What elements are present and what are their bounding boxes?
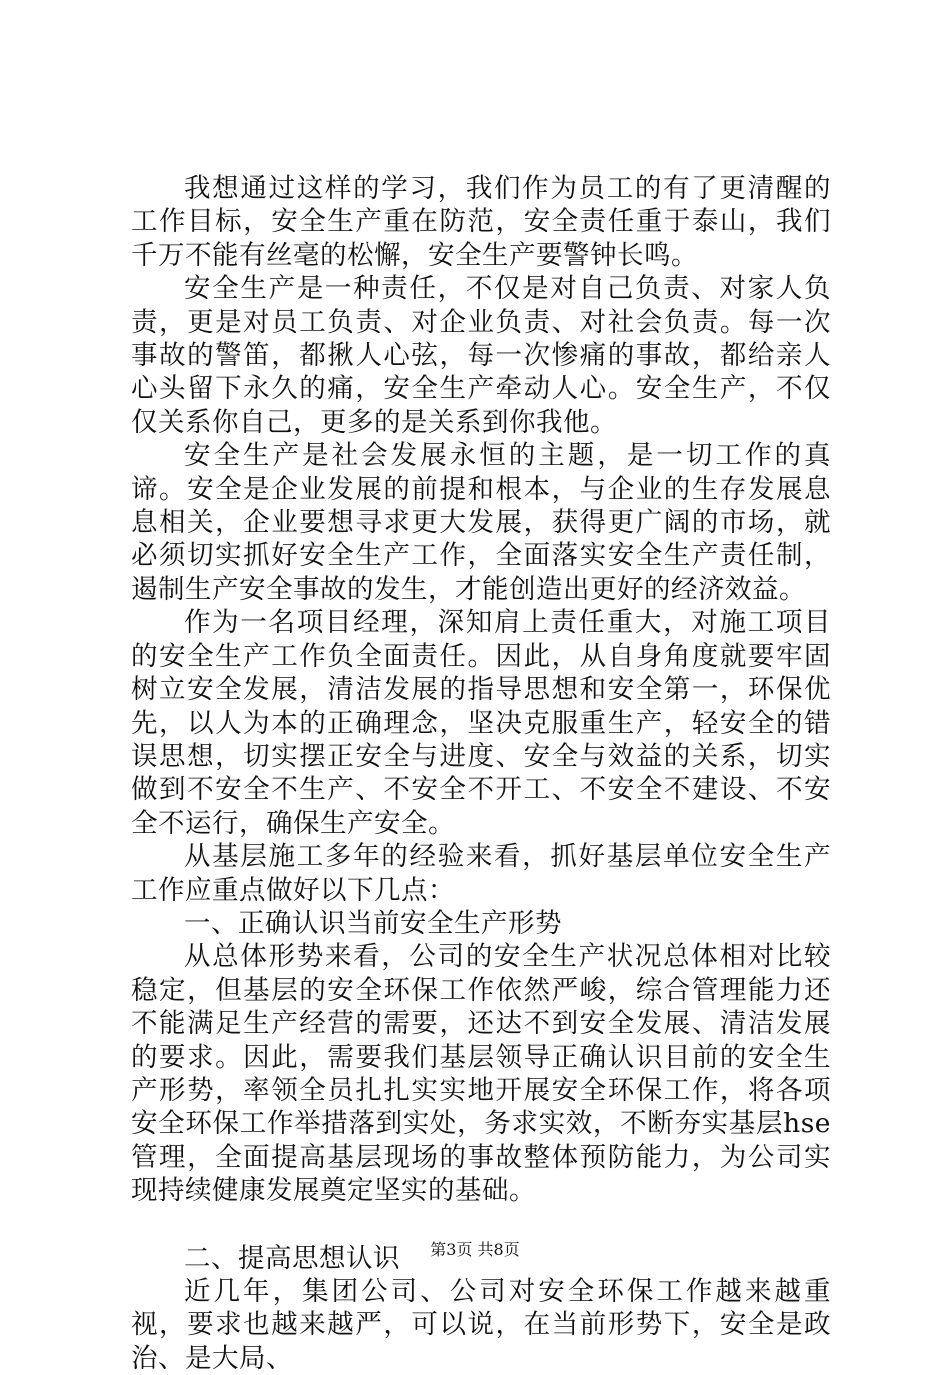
section-heading-2: 二、提高思想认识 — [184, 1242, 400, 1274]
document-body — [131, 172, 831, 1375]
section-heading-1: 一、正确认识当前安全生产形势 — [184, 907, 562, 939]
paragraph-6: 从总体形势来看，公司的安全生产状况总体相对比较稳定，但基层的安全环保工作依然严峻，综合管理能力还不能满足生产经营的需要，还达不到安全发展、清洁发展的要求。因此，需要我们基层领导正确认识目前的安全生产形势，率领全员扎扎实实地开展安全环保工作，将各项安全环保工作举措落到实处，务求实效，不断夯实基层hse管理，全面提高基层现场的事故整体预防能力，为公司实现持续健康发展奠定坚实的基础。 — [131, 941, 831, 1207]
blank-line — [131, 1208, 831, 1242]
paragraph-3: 安全生产是社会发展永恒的主题，是一切工作的真谛。安全是企业发展的前提和根本，与企业的生存发展息息相关，企业要想寻求更大发展，获得更广阔的市场，就必须切实抓好安全生产工作，全面落实安全生产责任制，遏制生产安全事故的发生，才能创造出更好的经济效益。 — [131, 440, 831, 605]
paragraph-7: 近几年，集团公司、公司对安全环保工作越来越重视，要求也越来越严，可以说，在当前形势下，安全是政治、是大局、 — [131, 1276, 831, 1374]
page-number-footer: 第3页 共8页 — [430, 1240, 520, 1259]
paragraph-4: 作为一名项目经理，深知肩上责任重大，对施工项目的安全生产工作负全面责任。因此，从自身角度就要牢固树立安全发展，清洁发展的指导思想和安全第一，环保优先，以人为本的正确理念，坚决克服重生产，轻安全的错误思想，切实摆正安全与进度、安全与效益的关系，切实做到不安全不生产、不安全不开工、不安全不建设、不安全不运行，确保生产安全。 — [131, 607, 831, 839]
paragraph-1: 我想通过这样的学习，我们作为员工的有了更清醒的工作目标，安全生产重在防范，安全责任重于泰山，我们千万不能有丝毫的松懈，安全生产要警钟长鸣。 — [131, 173, 831, 271]
paragraph-5: 从基层施工多年的经验来看，抓好基层单位安全生产工作应重点做好以下几点： — [131, 841, 831, 906]
paragraph-2: 安全生产是一种责任，不仅是对自己负责、对家人负责，更是对员工负责、对企业负责、对社会负责。每一次事故的警笛，都揪人心弦，每一次惨痛的事故，都给亲人心头留下永久的痛，安全生产牵动人心。安全生产，不仅仅关系你自己，更多的是关系到你我他。 — [131, 273, 831, 438]
